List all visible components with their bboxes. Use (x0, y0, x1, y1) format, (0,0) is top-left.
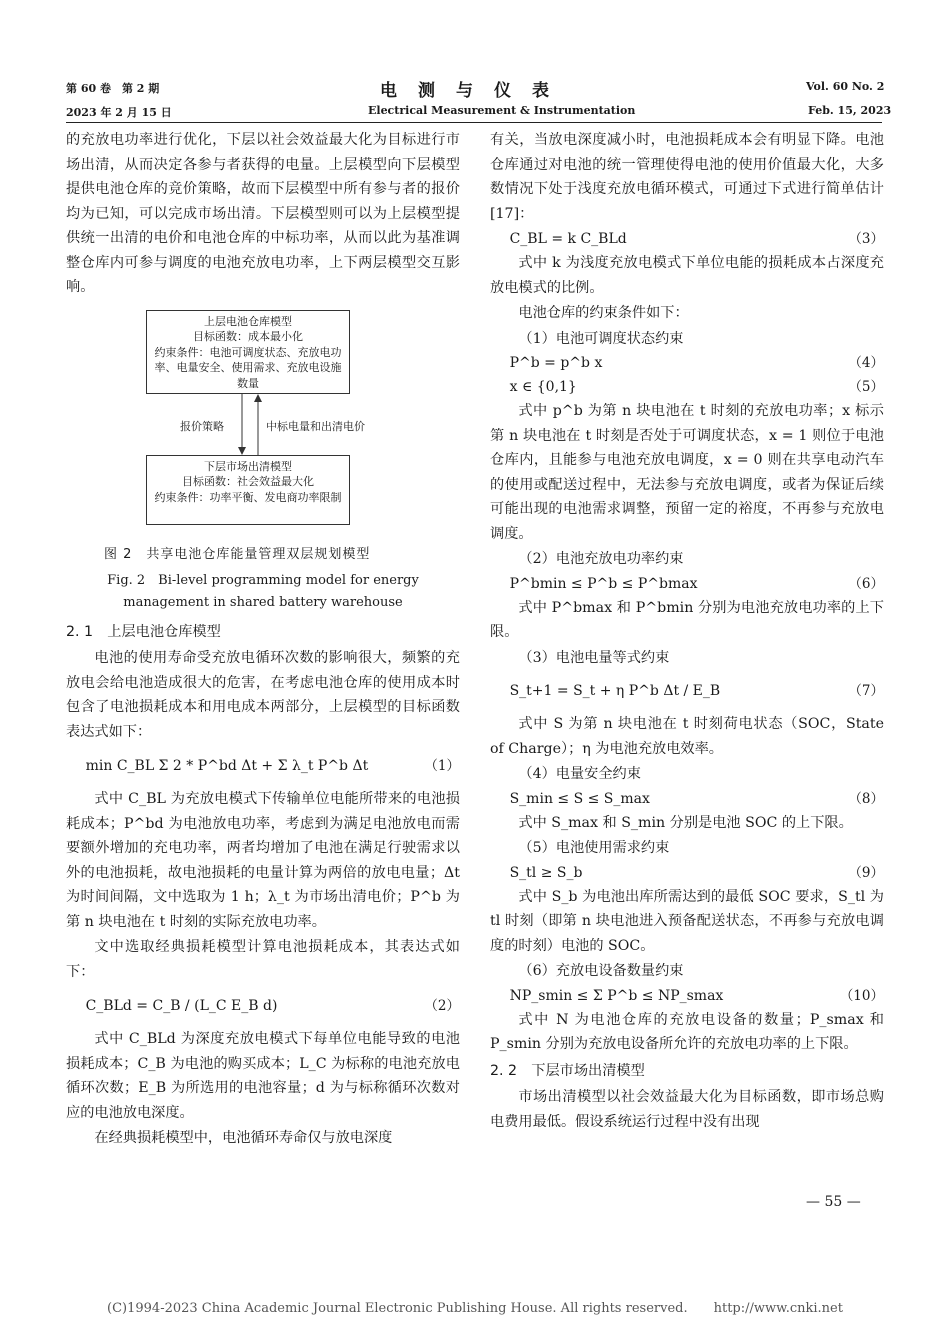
constraint-6-title: （6）充放电设备数量约束 (518, 963, 684, 979)
right-para-8: 式中 S_b 为电池出库所需达到的最低 SOC 要求，S_tl 为 tl 时刻（即第 n 块电池进入预备配送状态，不再参与充放电调度的时刻）电池的 SOC。 (490, 888, 884, 954)
left-para-3: 式中 C_BL 为充放电模式下传输单位电能所带来的电池损耗成本；P^bd 为电池放电功率，考虑到为满足电池放电而需要额外增加的充电功率，两者均增加了电池在满足行驶需求以外的电池损耗，故电池损耗的电量计算为两倍的放电电量；Δt 为时间间隔，文中选取为 1 h；λ_t 为市场出清电价；P^b 为第 n 块电池在 t 时刻的实际充放电功率。 (66, 791, 460, 930)
constraint-4-title: （4）电量安全约束 (518, 766, 641, 782)
right-para-4: 式中 p^b 为第 n 块电池在 t 时刻的充放电功率；x 标示第 n 块电池在 t 时刻是否处于可调度状态，x = 1 则位于电池仓库内，且能参与电池充放电调度，x = 0 则在共享电动汽车的使用或配送过程中，无法参与充放电调度，或者为保证后续可能出现的电池需求调整，预留一定的裕度，不再参与充放电调度。 (490, 403, 884, 542)
constraint-3-title: （3）电池电量等式约束 (518, 649, 670, 666)
equation-3-body: C_BL = k C_BLd (509, 231, 627, 247)
section-heading-2-2: 2. 2 下层市场出清模型 (490, 1062, 645, 1079)
equation-10-body: NP_smin ≤ Σ P^b ≤ NP_smax (509, 987, 724, 1004)
equation-3-number: （3） (848, 231, 884, 247)
left-para-6: 在经典损耗模型中，电池循环寿命仅与放电深度 (94, 1130, 393, 1146)
header-rule (66, 122, 882, 123)
right-para-2: 式中 k 为浅度充放电模式下单位电能的损耗成本占深度充放电模式的比例。 (490, 255, 884, 296)
right-para-7: 式中 S_max 和 S_min 分别是电池 SOC 的上下限。 (518, 814, 853, 831)
upper-model-title: 上层电池仓库模型 (204, 314, 292, 328)
date-cn: 2023 年 2 月 15 日 (66, 106, 172, 119)
arrow-label-clearing: 中标电量和出清电价 (266, 419, 365, 433)
equation-9 (490, 861, 884, 885)
equation-3 (490, 227, 884, 251)
page-number: — 55 — (806, 1194, 861, 1210)
right-para-1: 有关，当放电深度减小时，电池损耗成本会有明显下降。电池仓库通过对电池的统一管理使得电池的使用价值最大化，大多数情况下处于浅度充放电循环模式，可通过下式进行简单估计[17]： (490, 132, 884, 222)
equation-4-number: （4） (848, 355, 884, 371)
figure-caption-en-2: management in shared battery warehouse (123, 594, 403, 610)
lower-model-title: 下层市场出清模型 (204, 459, 292, 473)
equation-2-number: （2） (424, 998, 460, 1014)
left-para-4: 文中选取经典损耗模型计算电池损耗成本，其表达式如下： (66, 939, 460, 980)
upper-model-objective: 目标函数：成本最小化 (193, 330, 303, 343)
right-para-10: 市场出清模型以社会效益最大化为目标函数，即市场总购电费用最低。假设系统运行过程中没有出现 (490, 1089, 884, 1130)
equation-6 (490, 572, 884, 596)
equation-4-body: P^b = p^b x (509, 355, 603, 371)
equation-10-number: （10） (839, 987, 884, 1004)
journal-title-en: Electrical Measurement & Instrumentation (368, 104, 636, 117)
equation-5-body: x ∈ {0,1} (509, 379, 577, 395)
equation-10 (490, 984, 884, 1008)
left-para-1: 的充放电功率进行优化，下层以社会效益最大化为目标进行市场出清，从而决定各参与者获得的电量。上层模型向下层模型提供电池仓库的竞价策略，故而下层模型中所有参与者的报价均为已知，可以完成市场出清。下层模型则可以为上层模型提供统一出清的电价和电池仓库的中标功率，从而以此为基准调整仓库内可参与调度的电池充放电功率，上下两层模型交互影响。 (66, 132, 460, 295)
right-para-3: 电池仓库的约束条件如下： (518, 305, 689, 321)
right-para-9: 式中 N 为电池仓库的充放电设备的数量；P_smax 和 P_smin 分别为充放电设备所允许的充放电功率的上下限。 (490, 1011, 884, 1052)
lower-model-box (146, 455, 350, 525)
constraint-5-title: （5）电池使用需求约束 (518, 840, 670, 856)
date-en: Feb. 15, 2023 (808, 104, 892, 117)
lower-model-objective: 目标函数：社会效益最大化 (182, 475, 314, 488)
equation-2-body: C_BLd = C_B / (L_C E_B d) (85, 998, 278, 1014)
copyright-footer: (C)1994-2023 China Academic Journal Electronic Publishing House. All rights reserved. http://www.cnki.net (107, 1301, 843, 1316)
right-column (490, 128, 884, 1135)
equation-9-number: （9） (848, 864, 884, 881)
equation-8-body: S_min ≤ S ≤ S_max (509, 790, 650, 807)
figure-caption-en-1: Fig. 2 Bi-level programming model for energy (107, 572, 419, 588)
section-heading-2-1: 2. 1 上层电池仓库模型 (66, 623, 221, 640)
volume-issue-cn: 第 60 卷 第 2 期 (66, 82, 160, 95)
left-para-5: 式中 C_BLd 为深度充放电模式下每单位电能导致的电池损耗成本；C_B 为电池的购买成本；L_C 为标称的电池充放电循环次数；E_B 为所选用的电池容量；d 为与标称循环次数对应的电池放电深度。 (66, 1031, 460, 1121)
equation-7 (490, 670, 884, 712)
arrow-label-bid-strategy: 报价策略 (180, 419, 224, 433)
equation-8-number: （8） (848, 790, 884, 807)
constraint-2-title: （2）电池充放电功率约束 (518, 551, 684, 567)
equation-2 (66, 985, 460, 1027)
equation-7-body: S_t+1 = S_t + η P^b Δt / E_B (509, 683, 721, 699)
left-para-2: 电池的使用寿命受充放电循环次数的影响很大，频繁的充放电会给电池造成很大的危害，在考虑电池仓库的使用成本时包含了电池损耗成本和用电成本两部分，上层模型的目标函数表达式如下： (66, 650, 460, 740)
equation-8 (490, 787, 884, 811)
equation-6-number: （6） (848, 575, 884, 592)
upper-model-constraints: 约束条件：电池可调度状态、充放电功率、电量安全、使用需求、充放电设施数量 (154, 345, 342, 390)
equation-6-body: P^bmin ≤ P^b ≤ P^bmax (509, 575, 698, 592)
equation-5 (490, 375, 884, 399)
equation-4 (490, 351, 884, 375)
right-para-6: 式中 S 为第 n 块电池在 t 时刻荷电状态（SOC，State of Charge）；η 为电池充放电效率。 (490, 716, 884, 757)
journal-title-cn: 电 测 与 仪 表 (380, 81, 551, 101)
equation-1-number: （1） (424, 758, 460, 774)
figure-2 (66, 306, 460, 558)
equation-1 (66, 745, 460, 787)
right-para-5: 式中 P^bmax 和 P^bmin 分别为电池充放电功率的上下限。 (490, 599, 884, 640)
equation-1-body: min C_BL Σ 2 * P^bd Δt + Σ λ_t P^b Δt (85, 758, 369, 774)
volume-issue-en: Vol. 60 No. 2 (806, 80, 885, 93)
equation-9-body: S_tl ≥ S_b (509, 864, 583, 881)
equation-7-number: （7） (848, 683, 884, 699)
lower-model-constraints: 约束条件：功率平衡、发电商功率限制 (154, 490, 342, 504)
left-column (66, 128, 460, 1152)
figure-caption-cn: 图 2 共享电池仓库能量管理双层规划模型 (104, 546, 371, 562)
constraint-1-title: （1）电池可调度状态约束 (518, 330, 684, 347)
equation-5-number: （5） (848, 379, 884, 395)
